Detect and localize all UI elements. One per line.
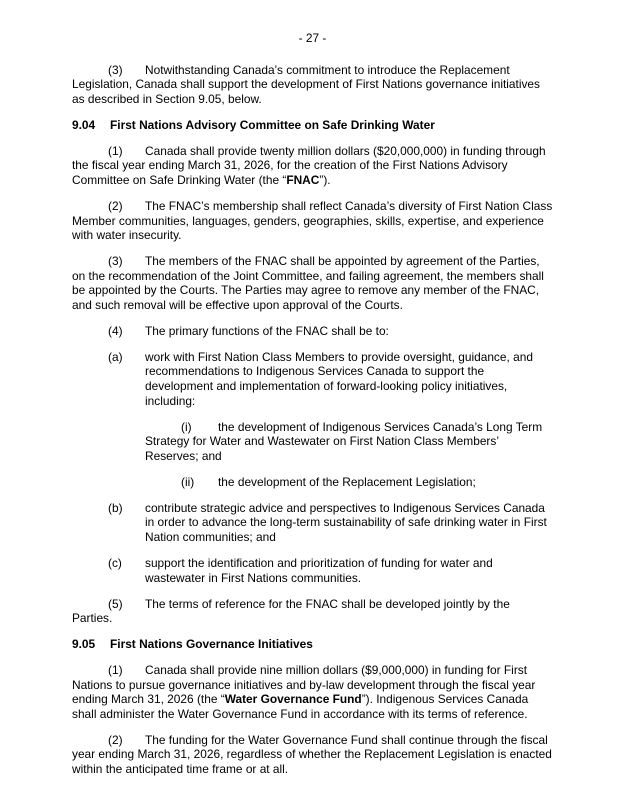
section-title: First Nations Advisory Committee on Safe Drinking Water bbox=[110, 117, 435, 132]
clause-marker: (a) bbox=[108, 349, 123, 364]
section-title: First Nations Governance Initiatives bbox=[110, 637, 313, 652]
section-heading-9-04 bbox=[72, 118, 553, 133]
clause-marker: (i) bbox=[181, 419, 192, 434]
clause-marker: (1) bbox=[108, 663, 123, 678]
clause-marker: (c) bbox=[108, 555, 122, 570]
clause-904-4-a-ii bbox=[72, 475, 553, 490]
clause-intro-3 bbox=[72, 63, 553, 107]
clause-marker: (3) bbox=[108, 62, 123, 77]
clause-marker: (ii) bbox=[181, 474, 195, 489]
page-number: - 27 - bbox=[298, 31, 327, 45]
clause-text: ”). bbox=[319, 172, 331, 187]
clause-marker: (b) bbox=[108, 500, 123, 515]
clause-marker: (4) bbox=[108, 323, 123, 338]
section-number: 9.04 bbox=[72, 117, 96, 132]
clause-904-4 bbox=[72, 324, 553, 339]
clause-marker: (1) bbox=[108, 143, 123, 158]
clause-text: ”). Indigenous Services Canada shall administer the Water Governance Fund in accordance with its terms of reference. bbox=[72, 692, 529, 721]
clause-text: contribute strategic advice and perspectives to Indigenous Services Canada in order to advance the long-term sustainability of safe drinking water in First Nation communities; and bbox=[145, 500, 547, 544]
clause-text: Notwithstanding Canada’s commitment to introduce the Replacement Legislation, Canada shall support the development of First Nations governance initiatives as described in Section 9.05, below. bbox=[72, 62, 540, 106]
clause-marker: (3) bbox=[108, 254, 123, 269]
defined-term-water-governance-fund: Water Governance Fund bbox=[224, 692, 362, 707]
clause-904-4-a-i bbox=[72, 420, 553, 464]
clause-text: the development of the Replacement Legislation; bbox=[218, 474, 476, 489]
clause-text: The FNAC’s membership shall reflect Canada’s diversity of First Nation Class Member communities, languages, genders, geographies, skills, expertise, and experience with water insecurity. bbox=[72, 198, 553, 243]
clause-904-4-a bbox=[72, 350, 553, 408]
clause-text: Canada shall provide nine million dollars ($9,000,000) in funding for First Nations to pursue governance initiatives and by-law development through the fiscal year ending March 31, 2026 (the “ bbox=[72, 663, 536, 707]
defined-term-fnac: FNAC bbox=[286, 172, 320, 187]
section-heading-9-05 bbox=[72, 637, 553, 652]
clause-904-2 bbox=[72, 199, 553, 243]
clause-text: The members of the FNAC shall be appointed by agreement of the Parties, on the recommendation of the Joint Committee, and failing agreement, the members shall be appointed by the Courts. The Parties may agree to remove any member of the FNAC, and such removal will be effective upon approval of the Courts. bbox=[72, 254, 544, 312]
clause-text: support the identification and prioritization of funding for water and wastewater in First Nations communities. bbox=[145, 555, 493, 585]
clause-904-4-c bbox=[72, 556, 553, 585]
clause-marker: (2) bbox=[108, 198, 123, 213]
clause-text: Canada shall provide twenty million dollars ($20,000,000) in funding through the fiscal year ending March 31, 2026, for the creation of the First Nations Advisory Committee on Safe Drinking Water (the “ bbox=[72, 143, 546, 187]
clause-marker: (5) bbox=[108, 596, 123, 611]
clause-904-5 bbox=[72, 597, 553, 626]
section-number: 9.05 bbox=[72, 637, 96, 652]
clause-904-3 bbox=[72, 254, 553, 312]
clause-text: The primary functions of the FNAC shall be to: bbox=[145, 323, 389, 338]
clause-905-1 bbox=[72, 663, 553, 721]
clause-text: work with First Nation Class Members to provide oversight, guidance, and recommendations to Indigenous Services Canada to support the development and implementation of forward-looking policy initiatives, including: bbox=[145, 349, 533, 408]
clause-905-2 bbox=[72, 733, 553, 777]
clause-marker: (2) bbox=[108, 732, 123, 747]
clause-text: The funding for the Water Governance Fund shall continue through the fiscal year ending March 31, 2026, regardless of whether the Replacement Legislation is enacted within the anticipated time frame or at all. bbox=[72, 732, 552, 777]
clause-904-4-b bbox=[72, 501, 553, 545]
clause-text: The terms of reference for the FNAC shall be developed jointly by the Parties. bbox=[72, 596, 510, 626]
clause-904-1 bbox=[72, 144, 553, 188]
clause-text: the development of Indigenous Services Canada’s Long Term Strategy for Water and Wastewater on First Nation Class Members’ Reserves; and bbox=[145, 419, 543, 463]
